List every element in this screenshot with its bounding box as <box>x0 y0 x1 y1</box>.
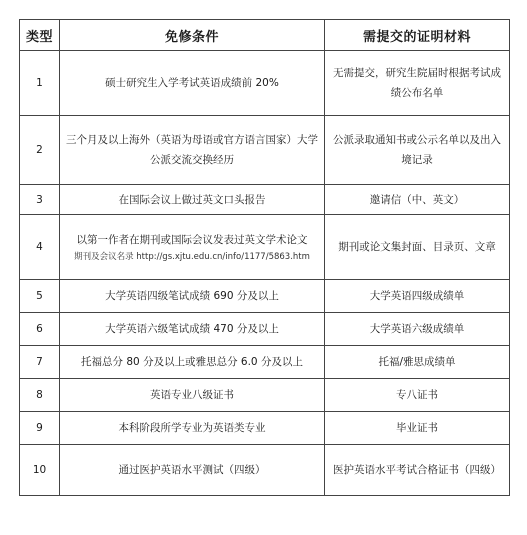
table-row <box>20 445 510 496</box>
row-number: 3 <box>20 185 60 215</box>
row-number: 1 <box>20 51 60 116</box>
table-row <box>20 280 510 313</box>
table-row <box>20 116 510 185</box>
table-header-row <box>20 20 510 51</box>
table-row <box>20 51 510 116</box>
header-material: 需提交的证明材料 <box>325 20 510 51</box>
row-number: 7 <box>20 346 60 379</box>
row-material: 毕业证书 <box>325 412 510 445</box>
row-number: 10 <box>20 445 60 496</box>
table-row <box>20 185 510 215</box>
table-row <box>20 379 510 412</box>
row-number: 6 <box>20 313 60 346</box>
row-material: 大学英语四级成绩单 <box>325 280 510 313</box>
row-material: 医护英语水平考试合格证书（四级） <box>325 445 510 496</box>
journal-list-link[interactable]: 期刊及会议名录 http://gs.xjtu.edu.cn/info/1177/5863.htm <box>74 252 310 262</box>
row-number: 2 <box>20 116 60 185</box>
row-condition: 大学英语六级笔试成绩 470 分及以上 <box>60 313 325 346</box>
row-condition: 英语专业八级证书 <box>60 379 325 412</box>
row-material: 无需提交，研究生院届时根据考试成绩公布名单 <box>325 51 510 116</box>
row-material: 大学英语六级成绩单 <box>325 313 510 346</box>
row-condition: 本科阶段所学专业为英语类专业 <box>60 412 325 445</box>
row-condition: 托福总分 80 分及以上或雅思总分 6.0 分及以上 <box>60 346 325 379</box>
table-row <box>20 313 510 346</box>
row-number: 5 <box>20 280 60 313</box>
row-number: 8 <box>20 379 60 412</box>
row-number: 4 <box>20 215 60 280</box>
row-condition: 以第一作者在期刊或国际会议发表过英文学术论文 <box>76 234 308 246</box>
row-material: 托福/雅思成绩单 <box>325 346 510 379</box>
row-condition: 通过医护英语水平测试（四级） <box>60 445 325 496</box>
header-condition: 免修条件 <box>60 20 325 51</box>
row-material: 公派录取通知书或公示名单以及出入境记录 <box>325 116 510 185</box>
row-material: 专八证书 <box>325 379 510 412</box>
row-condition: 三个月及以上海外（英语为母语或官方语言国家）大学公派交流交换经历 <box>60 116 325 185</box>
row-condition: 硕士研究生入学考试英语成绩前 20% <box>60 51 325 116</box>
exemption-table <box>19 19 510 496</box>
row-condition: 大学英语四级笔试成绩 690 分及以上 <box>60 280 325 313</box>
row-condition: 在国际会议上做过英文口头报告 <box>60 185 325 215</box>
header-type: 类型 <box>20 20 60 51</box>
table-row <box>20 346 510 379</box>
row-material: 期刊或论文集封面、目录页、文章 <box>325 215 510 280</box>
table-row <box>20 412 510 445</box>
row-material: 邀请信（中、英文） <box>325 185 510 215</box>
table-row <box>20 215 510 280</box>
row-condition-cell <box>60 215 325 280</box>
row-number: 9 <box>20 412 60 445</box>
